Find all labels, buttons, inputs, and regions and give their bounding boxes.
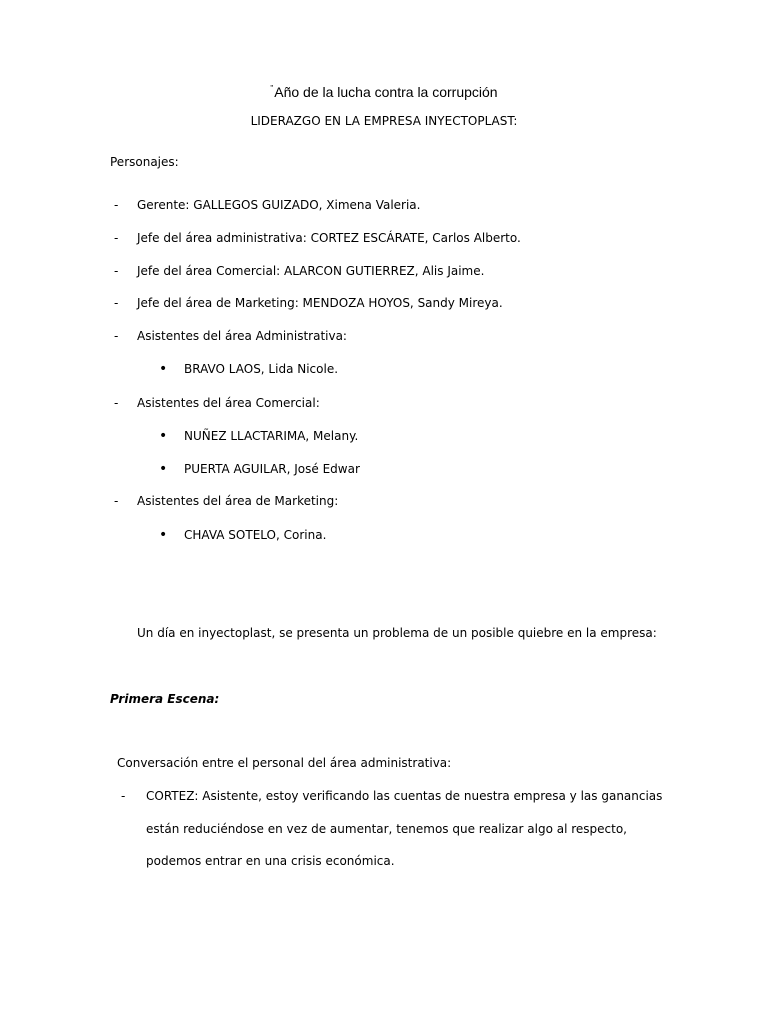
year-title — [0, 84, 768, 100]
dialogue-line: podemos entrar en una crisis económica. — [146, 854, 395, 868]
scene-context: Conversación entre el personal del área administrativa: — [117, 756, 452, 770]
quote-mark: " — [270, 84, 274, 93]
list-dash: - — [114, 494, 119, 508]
list-dash: - — [114, 198, 119, 212]
characters-heading: Personajes: — [110, 155, 179, 169]
list-item: Asistentes del área Administrativa: — [137, 329, 347, 343]
year-title-text: Año de la lucha contra la corrupción — [274, 84, 498, 100]
list-dash: - — [114, 264, 119, 278]
dialogue-line: CORTEZ: Asistente, estoy verificando las cuentas de nuestra empresa y las ganancias — [146, 789, 663, 803]
list-item: Jefe del área de Marketing: MENDOZA HOYOS, Sandy Mireya. — [137, 296, 503, 310]
list-item: Asistentes del área de Marketing: — [137, 494, 339, 508]
dialogue-line: están reduciéndose en vez de aumentar, tenemos que realizar algo al respecto, — [146, 822, 627, 836]
list-item: Gerente: GALLEGOS GUIZADO, Ximena Valeria. — [137, 198, 421, 212]
list-dash: - — [114, 396, 119, 410]
bullet: • — [159, 428, 168, 444]
list-dash: - — [114, 296, 119, 310]
sub-list-item: PUERTA AGUILAR, José Edwar — [184, 462, 360, 476]
list-item: Jefe del área administrativa: CORTEZ ESCÁRATE, Carlos Alberto. — [137, 231, 521, 245]
bullet: • — [159, 527, 168, 543]
sub-list-item: CHAVA SOTELO, Corina. — [184, 528, 327, 542]
sub-list-item: NUÑEZ LLACTARIMA, Melany. — [184, 429, 359, 443]
sub-list-item: BRAVO LAOS, Lida Nicole. — [184, 362, 339, 376]
list-dash: - — [114, 231, 119, 245]
bullet: • — [159, 461, 168, 477]
list-item: Jefe del área Comercial: ALARCON GUTIERREZ, Alis Jaime. — [137, 264, 485, 278]
list-dash: - — [114, 329, 119, 343]
dialogue-dash: - — [121, 789, 126, 803]
list-item: Asistentes del área Comercial: — [137, 396, 320, 410]
main-title: LIDERAZGO EN LA EMPRESA INYECTOPLAST: — [250, 114, 518, 128]
intro-paragraph: Un día en inyectoplast, se presenta un problema de un posible quiebre en la empresa: — [137, 626, 657, 640]
scene-title: Primera Escena: — [110, 692, 220, 706]
bullet: • — [159, 361, 168, 377]
